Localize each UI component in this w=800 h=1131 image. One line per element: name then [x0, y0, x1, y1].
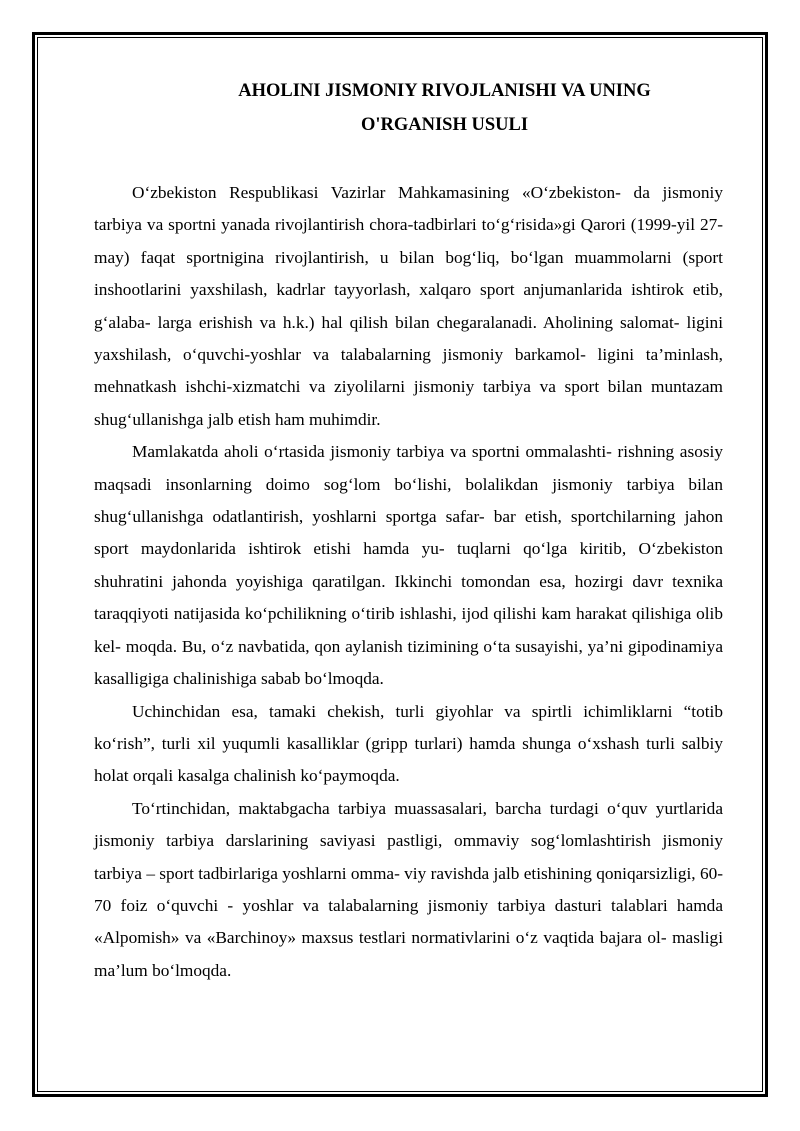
title-line-1: AHOLINI JISMONIY RIVOJLANISHI VA UNING	[238, 81, 651, 101]
paragraph-3: Uchinchidan esa, tamaki chekish, turli giyohlar va spirtli ichimliklarni “totib ko‘rish”, turli xil yuqumli kasalliklar (gripp turlari) hamda shunga o‘xshash turli salbiy holat orqali kasalga chalinish ko‘paymoqda.	[94, 701, 723, 786]
title-line-2: O'RGANISH USULI	[360, 115, 529, 135]
paragraph-4: To‘rtinchidan, maktabgacha tarbiya muassasalari, barcha turdagi o‘quv yurtlarida jismoniy tarbiya darslarining saviyasi pastligi, ommaviy sog‘lomlashtirish jismoniy tarbiya – sport tadbirlariga yoshlarni omma- viy ravishda jalb etishining qoniqarsizligi, 60-70 foiz o‘quvchi - yoshlar va talabalarning jismoniy tarbiya dasturi talablari hamda «Alpomish» va «Barchinoy» maxsus testlari normativlarini o‘z vaqtida bajara ol- masligi ma’lum bo‘lmoqda.	[94, 798, 723, 980]
paragraph-1: O‘zbekiston Respublikasi Vazirlar Mahkamasining «O‘zbekiston- da jismoniy tarbiya va sportni yanada rivojlantirish chora-tadbirlari to‘g‘risida»gi Qarori (1999-yil 27-may) faqat sportnigina rivojlantirish, u bilan bog‘liq, bo‘lgan muammolarni (sport inshootlarini yaxshilash, kadrlar tayyorlash, xalqaro sport anjumanlarida ishtirok etib, g‘alaba- larga erishish va h.k.) hal qilish bilan chegaralanadi. Aholining salomat- ligini yaxshilash, o‘quvchi-yoshlar va talabalarning jismoniy barkamol- ligini ta’minlash, mehnatkash ishchi-xizmatchi va ziyolilarni jismoniy tarbiya va sport bilan muntazam shug‘ullanishga jalb etish ham muhimdir.	[94, 183, 723, 429]
document-title	[94, 74, 723, 142]
document-body	[94, 177, 723, 987]
paragraph-2: Mamlakatda aholi o‘rtasida jismoniy tarbiya va sportni ommalashti- rishning asosiy maqsadi insonlarning doimo sog‘lom bo‘lishi, bolalikdan jismoniy tarbiya bilan shug‘ullanishga odatlantirish, yoshlarni sportga safar- bar etish, sportchilarning jahon sport maydonlarida ishtirok etishi hamda yu- tuqlarni qo‘lga kiritib, O‘zbekiston shuhratini jahonda yoyishiga qaratilgan. Ikkinchi tomondan esa, hozirgi davr texnika taraqqiyoti natijasida ko‘pchilikning o‘tirib ishlashi, ijod qilishi kam harakat qilishiga olib kel- moqda. Bu, o‘z navbatida, qon aylanish tizimining o‘ta susayishi, ya’ni gipodinamiya kasalligiga chalinishiga sabab bo‘lmoqda.	[94, 442, 723, 689]
document-content	[94, 74, 723, 987]
